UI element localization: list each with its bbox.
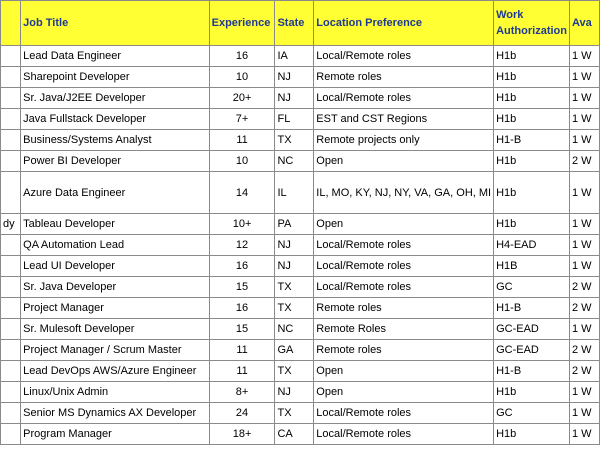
cell-work-authorization[interactable]: H1B <box>494 256 570 277</box>
table-row <box>1 256 600 277</box>
cell-location-preference[interactable]: Local/Remote roles <box>314 424 494 445</box>
cell-experience[interactable]: 16 <box>209 46 275 67</box>
cell-left[interactable] <box>1 88 21 109</box>
cell-job-title[interactable]: QA Automation Lead <box>21 235 209 256</box>
cell-state[interactable]: NJ <box>275 256 314 277</box>
table-row <box>1 340 600 361</box>
cell-availability[interactable]: 1 W <box>569 46 599 67</box>
cell-state[interactable]: NJ <box>275 235 314 256</box>
cell-availability[interactable]: 2 W <box>569 298 599 319</box>
cell-location-preference[interactable]: Local/Remote roles <box>314 46 494 67</box>
cell-left[interactable] <box>1 235 21 256</box>
cell-experience[interactable]: 16 <box>209 256 275 277</box>
header-cell-left[interactable] <box>1 1 21 46</box>
cell-job-title[interactable]: Sr. Java/J2EE Developer <box>21 88 209 109</box>
cell-availability[interactable]: 1 W <box>569 382 599 403</box>
cell-availability[interactable]: 1 W <box>569 109 599 130</box>
cell-job-title[interactable]: Sharepoint Developer <box>21 67 209 88</box>
cell-experience[interactable]: 15 <box>209 319 275 340</box>
cell-location-preference[interactable]: Local/Remote roles <box>314 88 494 109</box>
cell-availability[interactable]: 2 W <box>569 151 599 172</box>
header-availability[interactable]: Ava <box>569 1 599 46</box>
cell-location-preference[interactable]: Open <box>314 151 494 172</box>
cell-availability[interactable]: 2 W <box>569 361 599 382</box>
cell-availability[interactable]: 1 W <box>569 403 599 424</box>
table-row <box>1 151 600 172</box>
table-row <box>1 130 600 151</box>
cell-state[interactable]: NC <box>275 151 314 172</box>
cell-state[interactable]: NJ <box>275 382 314 403</box>
cell-job-title[interactable]: Azure Data Engineer <box>21 172 209 214</box>
cell-location-preference[interactable]: Remote Roles <box>314 319 494 340</box>
cell-availability[interactable]: 1 W <box>569 235 599 256</box>
cell-work-authorization[interactable]: H1b <box>494 46 570 67</box>
cell-availability[interactable]: 1 W <box>569 256 599 277</box>
cell-work-authorization[interactable]: H1-B <box>494 130 570 151</box>
header-state[interactable]: State <box>275 1 314 46</box>
cell-job-title[interactable]: Project Manager / Scrum Master <box>21 340 209 361</box>
cell-location-preference[interactable]: Open <box>314 382 494 403</box>
cell-work-authorization[interactable]: H4-EAD <box>494 235 570 256</box>
cell-state[interactable]: IL <box>275 172 314 214</box>
table-row <box>1 88 600 109</box>
cell-experience[interactable]: 11 <box>209 340 275 361</box>
cell-work-authorization[interactable]: H1b <box>494 67 570 88</box>
table-row <box>1 109 600 130</box>
cell-location-preference[interactable]: Local/Remote roles <box>314 256 494 277</box>
cell-left[interactable] <box>1 151 21 172</box>
cell-availability[interactable]: 1 W <box>569 424 599 445</box>
cell-work-authorization[interactable]: GC <box>494 277 570 298</box>
cell-state[interactable]: NJ <box>275 88 314 109</box>
cell-job-title[interactable]: Business/Systems Analyst <box>21 130 209 151</box>
cell-work-authorization[interactable]: H1b <box>494 88 570 109</box>
cell-location-preference[interactable]: Local/Remote roles <box>314 235 494 256</box>
cell-left[interactable] <box>1 403 21 424</box>
cell-location-preference[interactable]: Remote projects only <box>314 130 494 151</box>
cell-work-authorization[interactable]: H1b <box>494 214 570 235</box>
cell-work-authorization[interactable]: H1b <box>494 172 570 214</box>
cell-job-title[interactable]: Lead DevOps AWS/Azure Engineer <box>21 361 209 382</box>
table-row <box>1 235 600 256</box>
cell-left[interactable] <box>1 382 21 403</box>
table-row <box>1 382 600 403</box>
cell-left[interactable] <box>1 319 21 340</box>
table-row <box>1 214 600 235</box>
cell-job-title[interactable]: Linux/Unix Admin <box>21 382 209 403</box>
cell-availability[interactable]: 1 W <box>569 214 599 235</box>
header-job-title[interactable]: Job Title <box>21 1 209 46</box>
table-row <box>1 319 600 340</box>
cell-experience[interactable]: 10 <box>209 151 275 172</box>
cell-job-title[interactable]: Sr. Mulesoft Developer <box>21 319 209 340</box>
cell-left[interactable] <box>1 109 21 130</box>
cell-experience[interactable]: 10+ <box>209 214 275 235</box>
cell-job-title[interactable]: Lead Data Engineer <box>21 46 209 67</box>
cell-left[interactable] <box>1 67 21 88</box>
cell-left[interactable] <box>1 256 21 277</box>
cell-availability[interactable]: 1 W <box>569 319 599 340</box>
cell-state[interactable]: TX <box>275 298 314 319</box>
cell-experience[interactable]: 24 <box>209 403 275 424</box>
cell-state[interactable]: NJ <box>275 67 314 88</box>
cell-location-preference[interactable]: IL, MO, KY, NJ, NY, VA, GA, OH, MI <box>314 172 494 214</box>
cell-state[interactable]: FL <box>275 109 314 130</box>
table-row <box>1 298 600 319</box>
cell-work-authorization[interactable]: H1-B <box>494 298 570 319</box>
cell-left[interactable] <box>1 340 21 361</box>
cell-availability[interactable]: 1 W <box>569 88 599 109</box>
cell-location-preference[interactable]: Open <box>314 361 494 382</box>
header-row <box>1 1 600 46</box>
cell-experience[interactable]: 16 <box>209 298 275 319</box>
cell-left[interactable] <box>1 277 21 298</box>
cell-location-preference[interactable]: Remote roles <box>314 340 494 361</box>
cell-state[interactable]: TX <box>275 130 314 151</box>
cell-left[interactable] <box>1 298 21 319</box>
table-row <box>1 46 600 67</box>
cell-location-preference[interactable]: Local/Remote roles <box>314 277 494 298</box>
cell-job-title[interactable]: Program Manager <box>21 424 209 445</box>
cell-work-authorization[interactable]: H1b <box>494 382 570 403</box>
cell-work-authorization[interactable]: H1b <box>494 109 570 130</box>
cell-availability[interactable]: 2 W <box>569 277 599 298</box>
cell-experience[interactable]: 20+ <box>209 88 275 109</box>
cell-left[interactable] <box>1 46 21 67</box>
cell-state[interactable]: PA <box>275 214 314 235</box>
cell-work-authorization[interactable]: H1b <box>494 151 570 172</box>
cell-location-preference[interactable]: Open <box>314 214 494 235</box>
cell-experience[interactable]: 11 <box>209 361 275 382</box>
table-row <box>1 277 600 298</box>
cell-state[interactable]: TX <box>275 403 314 424</box>
cell-work-authorization[interactable]: GC-EAD <box>494 319 570 340</box>
cell-left[interactable] <box>1 130 21 151</box>
table-row <box>1 361 600 382</box>
table-row <box>1 403 600 424</box>
cell-location-preference[interactable]: EST and CST Regions <box>314 109 494 130</box>
cell-experience[interactable]: 10 <box>209 67 275 88</box>
cell-job-title[interactable]: Java Fullstack Developer <box>21 109 209 130</box>
table-row <box>1 424 600 445</box>
cell-experience[interactable]: 15 <box>209 277 275 298</box>
cell-location-preference[interactable]: Remote roles <box>314 298 494 319</box>
cell-work-authorization[interactable]: H1-B <box>494 361 570 382</box>
cell-state[interactable]: TX <box>275 277 314 298</box>
cell-experience[interactable]: 7+ <box>209 109 275 130</box>
cell-availability[interactable]: 2 W <box>569 340 599 361</box>
cell-location-preference[interactable]: Local/Remote roles <box>314 403 494 424</box>
cell-experience[interactable]: 8+ <box>209 382 275 403</box>
cell-availability[interactable]: 1 W <box>569 130 599 151</box>
cell-experience[interactable]: 11 <box>209 130 275 151</box>
cell-left[interactable] <box>1 172 21 214</box>
cell-experience[interactable]: 14 <box>209 172 275 214</box>
cell-left[interactable] <box>1 424 21 445</box>
header-experience[interactable]: Experience <box>209 1 275 46</box>
cell-job-title[interactable]: Senior MS Dynamics AX Developer <box>21 403 209 424</box>
cell-availability[interactable]: 1 W <box>569 67 599 88</box>
cell-state[interactable]: GA <box>275 340 314 361</box>
cell-job-title[interactable]: Lead UI Developer <box>21 256 209 277</box>
cell-experience[interactable]: 18+ <box>209 424 275 445</box>
cell-left[interactable]: dy <box>1 214 21 235</box>
cell-work-authorization[interactable]: H1b <box>494 424 570 445</box>
cell-work-authorization[interactable]: GC <box>494 403 570 424</box>
cell-left[interactable] <box>1 361 21 382</box>
cell-state[interactable]: IA <box>275 46 314 67</box>
header-work-authorization[interactable]: Work Authorization <box>494 1 570 46</box>
cell-state[interactable]: CA <box>275 424 314 445</box>
cell-job-title[interactable]: Tableau Developer <box>21 214 209 235</box>
cell-state[interactable]: NC <box>275 319 314 340</box>
table-row <box>1 67 600 88</box>
cell-work-authorization[interactable]: GC-EAD <box>494 340 570 361</box>
cell-experience[interactable]: 12 <box>209 235 275 256</box>
cell-job-title[interactable]: Power BI Developer <box>21 151 209 172</box>
cell-location-preference[interactable]: Remote roles <box>314 67 494 88</box>
cell-availability[interactable]: 1 W <box>569 172 599 214</box>
cell-state[interactable]: TX <box>275 361 314 382</box>
table-row <box>1 172 600 214</box>
cell-job-title[interactable]: Sr. Java Developer <box>21 277 209 298</box>
cell-job-title[interactable]: Project Manager <box>21 298 209 319</box>
header-location-preference[interactable]: Location Preference <box>314 1 494 46</box>
